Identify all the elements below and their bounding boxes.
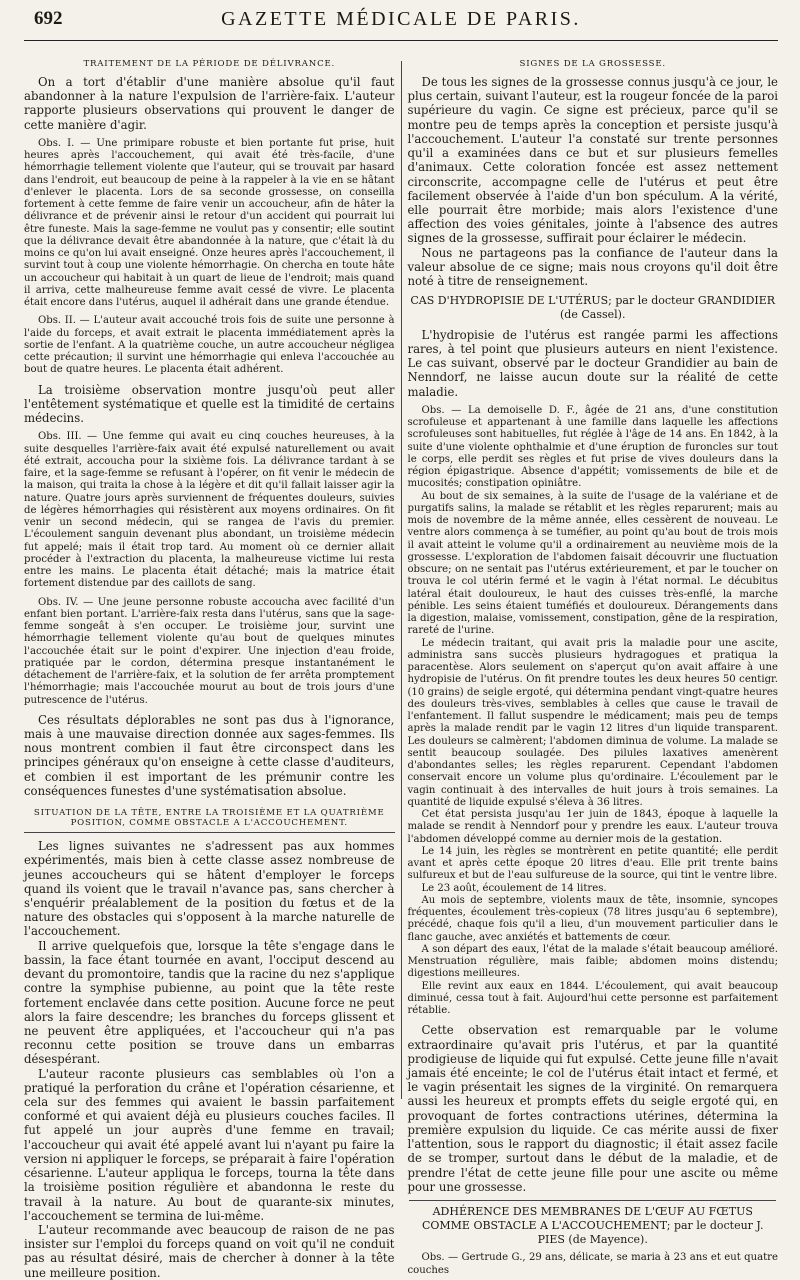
observation-continued: Elle revint aux eaux en 1844. L'écoulement, qui avait beaucoup diminué, cessa tout à fait. Aujourd'hui cette personne est parfaitement rétablie. <box>407 980 778 1017</box>
paragraph: L'hydropisie de l'utérus est rangée parmi les affections rares, à tel point que plusieurs auteurs en nient l'existence. Le cas suivant, observé par le docteur Grandidier au bain de Nenndorf, ne laisse aucun doute sur la réalité de cette maladie. <box>407 327 778 399</box>
column-divider <box>401 61 402 1099</box>
observation-continued: Cet état persista jusqu'au 1er juin de 1843, époque à laquelle la malade se rendit à Nenndorf pour y prendre les eaux. L'auteur trouva l'abdomen développé comme au dernier mois de la gestation. <box>407 809 778 845</box>
section-heading-grossesse: SIGNES DE LA GROSSESSE. <box>519 59 666 69</box>
observation-continued: Au bout de six semaines, à la suite de l'usage de la valériane et de purgatifs salins, la malade se rétablit et les règles reparurent; mais au mois de novembre de la même année, elles cessèrent de nouveau. Le ventre alors commença à se tuméfier, au point qu'au bout de trois mois il avait atteint le volume qu'il a ordinairement au neuvième mois de la grossesse. L'exploration de l'abdomen faisait découvrir une fluctuation obscure; on ne sentait pas l'utérus extérieurement, et par le toucher on trouva le col utérin fermé et le vagin à l'état normal. Le décubitus latéral était douloureux, le haut des cuisses très-enflé, la marche pénible. Les seins étaient tuméfiés et douloureux. Dérangements dans la digestion, malaise, vomissement, constipation, gêne de la respiration, rareté de l'urine. <box>407 490 778 637</box>
right-column <box>407 47 778 1276</box>
left-column <box>24 47 395 1280</box>
article-title-adherence: ADHÉRENCE DES MEMBRANES DE L'ŒUF AU FŒTUS COMME OBSTACLE A L'ACCOUCHEMENT; par le docteur J. PIES (de Mayence). <box>409 1200 776 1246</box>
observation-3: Obs. III. — Une femme qui avait eu cinq couches heureuses, à la suite desquelles l'arrière-faix avait été expulsé naturellement ou avait été extrait, accoucha pour la sixième fois. La délivrance tardant à se faire, et la sage-femme se refusant à l'opérer, on fit venir le médecin de la maison, qui traita la chose à la légère et dit qu'il fallait laisser agir la nature. Quatre jours après surviennent de fréquentes douleurs, suivies de légères hémorrhagies qui résistèrent aux moyens ordinaires. On fit venir un second médecin, qui se rangea de l'avis du premier. L'écoulement sanguin devenant plus abondant, un troisième médecin fut appelé; mais il était trop tard. Au moment où ce dernier allait procéder à l'extraction du placenta, la malheureuse victime lui resta entre les mains. Le placenta était détaché; mais la matrice était fortement distendue par des caillots de sang. <box>24 431 395 590</box>
observation-continued: Le 23 août, écoulement de 14 litres. <box>421 882 607 894</box>
page-number: 692 <box>34 8 63 29</box>
paragraph: L'auteur raconte plusieurs cas semblables où l'on a pratiqué la perforation du crâne et l'opération césarienne, et cela sur des femmes qui avaient le bassin parfaitement conformé et qui avaient déjà eu plusieurs couches faciles. Il fut appelé un jour auprès d'une femme en travail; l'accoucheur qui avait été appelé avant lui n'ayant pu faire la version ni appliquer le forceps, se préparait à faire l'opération césarienne. L'auteur appliqua le forceps, tourna la tête dans la troisième position régulière et abandonna le reste du travail à la nature. Au bout de quarante-six minutes, l'accouchement se termina de lui-même. <box>24 1066 395 1223</box>
running-title: GAZETTE MÉDICALE DE PARIS. <box>221 8 581 30</box>
paragraph: On a tort d'établir d'une manière absolue qu'il faut abandonner à la nature l'expulsion de l'arrière-faix. L'auteur rapporte plusieurs observations qui prouvent le danger de cette manière d'agir. <box>24 75 395 132</box>
paragraph: De tous les signes de la grossesse connus jusqu'à ce jour, le plus certain, suivant l'auteur, est la rougeur foncée de la paroi supérieure du vagin. Ce signe est précieux, parce qu'il se montre peu de temps après la conception et persiste jusqu'à l'accouchement. L'auteur l'a constaté sur trente personnes qu'il a examinées dans ce but et sur plusieurs femelles d'animaux. Cette coloration foncée est assez nettement circonscrite, accompagne celle de l'utérus et peut être facilement observée à l'aide d'un bon spéculum. A la vérité, elle pourrait être morbide; mais alors l'existence d'une affection des voies génitales, jointe à l'absence des autres signes de la grossesse, suffirait pour éclairer le médecin. <box>407 75 778 246</box>
paragraph: Les lignes suivantes ne s'adressent pas aux hommes expérimentés, mais bien à cette classe assez nombreuse de jeunes accoucheurs qui se hâtent d'employer le forceps quand ils voient que le travail n'avance pas, sans chercher à s'enquérir préalablement de la position du fœtus et de la nature des obstacles qui s'opposent à la marche naturelle de l'accouchement. <box>24 839 395 939</box>
observation-continued: A son départ des eaux, l'état de la malade s'était beaucoup amélioré. Menstruation régulière, mais faible; abdomen moins distendu; digestions meilleures. <box>407 943 778 980</box>
observation-continued: Le 14 juin, les règles se montrèrent en petite quantité; elle perdit avant et après cette époque 20 litres d'eau. Elle prit trente bains sulfureux et but de l'eau sulfureuse de la source, qui tint le ventre libre. <box>407 845 778 882</box>
article-title-hydropisie: CAS D'HYDROPISIE DE L'UTÉRUS; par le docteur GRANDIDIER (de Cassel). <box>410 294 776 322</box>
page-header <box>24 0 778 41</box>
paragraph: Cette observation est remarquable par le volume extraordinaire qu'avait pris l'utérus, et par la quantité prodigieuse de liquide qui fut expulsé. Cette jeune fille n'avait jamais été enceinte; le col de l'utérus était intact et fermé, et le vagin présentait les signes de la virginité. On remarquera aussi les heureux et prompts effets du seigle ergoté qui, en provoquant de fortes contractions utérines, détermina la première expulsion du liquide. Ce cas mérite aussi de fixer l'attention, sous le rapport du diagnostic; il était assez facile de se tromper, surtout dans le début de la maladie, et de prendre l'état de cette jeune fille pour une ascite ou même pour une grossesse. <box>407 1023 778 1194</box>
section-heading-delivrance: TRAITEMENT DE LA PÉRIODE DE DÉLIVRANCE. <box>83 59 336 69</box>
observation: Obs. — La demoiselle D. F., âgée de 21 ans, d'une constitution scrofuleuse et appartenant à une famille dans laquelle les affections scrofuleuses sont habituelles, fut réglée à l'âge de 14 ans. En 1842, à la suite d'une violente ophthalmie et d'une éruption de furoncles sur tout le corps, elle perdit ses règles et fut prise de vives douleurs dans la région épigastrique. Absence d'appétit; vomissements de bile et de mucosités; constipation opiniâtre. <box>407 404 778 490</box>
observation-continued: Au mois de septembre, violents maux de tête, insomnie, syncopes fréquentes, écoulement très-copieux (78 litres jusqu'au 6 septembre), précédé, chaque fois qu'il a lieu, d'un mouvement particulier dans le flanc gauche, avec anxiétés et battements de cœur. <box>407 894 778 943</box>
two-column-body <box>24 47 778 1280</box>
paragraph: Ces résultats déplorables ne sont pas dus à l'ignorance, mais à une mauvaise direction donnée aux sages-femmes. Ils nous montrent combien il faut être circonspect dans les principes généraux qu'on enseigne à cette classe d'auditeurs, et combien il est important de les prémunir contre les conséquences funestes d'une systématisation absolue. <box>24 712 395 798</box>
paragraph: L'auteur recommande avec beaucoup de raison de ne pas insister sur l'emploi du forceps quand on voit qu'il ne conduit pas au résultat désiré, mais de chercher à donner à la tête une meilleure position. <box>24 1223 395 1280</box>
section-heading-situation-tete: SITUATION DE LA TÊTE, ENTRE LA TROISIÈME ET LA QUATRIÈME POSITION, COMME OBSTACLE A L'ACCOUCHEMENT. <box>24 808 395 833</box>
observation-4: Obs. IV. — Une jeune personne robuste accoucha avec facilité d'un enfant bien portant. L'arrière-faix resta dans l'utérus, sans que la sage-femme songeât à s'en occuper. Le troisième jour, survint une hémorrhagie tellement violente qu'au bout de quelques minutes l'accouchée était sur le point d'expirer. Une injection d'eau froide, pratiquée par le cordon, détermina presque instantanément le détachement de l'arrière-faix, et la solution de fer arrêta promptement l'hémorrhagie; mais l'accouchée mourut au bout de trois jours d'une putrescence de l'utérus. <box>24 596 395 706</box>
paragraph: La troisième observation montre jusqu'où peut aller l'entêtement systématique et quelle est la timidité de certains médecins. <box>24 382 395 426</box>
observation-continued: Le médecin traitant, qui avait pris la maladie pour une ascite, administra sans succès plusieurs hydragogues et pratiqua la paracentèse. Alors seulement on s'aperçut qu'on avait affaire à une hydropisie de l'utérus. On fit prendre toutes les deux heures 50 centigr. (10 grains) de seigle ergoté, qui détermina pendant vingt-quatre heures des douleurs très-vives, semblables à celles que cause le travail de l'enfantement. Il fallut suspendre le médicament; mais peu de temps après la malade rendit par le vagin 12 litres d'un liquide transparent. Les douleurs se calmèrent; l'abdomen diminua de volume. La malade se sentit beaucoup soulagée. Des pilules laxatives amenèrent d'abondantes selles; les règles reparurent. Cependant l'abdomen conservait encore un volume plus qu'ordinaire. L'écoulement par le vagin continuait à des intervalles de huit jours à trois semaines. La quantité de liquide expulsé s'éleva à 36 litres. <box>407 637 778 808</box>
paragraph: Nous ne partageons pas la confiance de l'auteur dans la valeur absolue de ce signe; mais nous croyons qu'il doit être noté à titre de renseignement. <box>407 245 778 289</box>
observation-1: Obs. I. — Une primipare robuste et bien portante fut prise, huit heures après l'accouchement, qui avait été très-facile, d'une hémorrhagie tellement violente que l'auteur, qui se trouvait par hasard dans l'endroit, eut beaucoup de peine à la rappeler à la vie en se hâtant d'enlever le placenta. Lors de sa seconde grossesse, on conseilla fortement à cette femme de faire venir un accoucheur, afin de hâter la délivrance et de prévenir ainsi le retour d'un accident qui pourrait lui être funeste. Mais la sage-femme ne voulut pas y consentir; elle soutint que la délivrance devait être abandonnée à la nature, que c'était là du moins ce qu'on lui avait enseigné. Onze heures après l'accouchement, il survint tout à coup une violente hémorrhagie. On chercha en toute hâte un accoucheur qui habitait à un quart de lieue de l'endroit; mais quand il arriva, cette malheureuse femme avait cessé de vivre. Le placenta était encore dans l'utérus, auquel il adhérait dans une grande étendue. <box>24 137 395 309</box>
observation: Obs. — Gertrude G., 29 ans, délicate, se maria à 23 ans et eut quatre couches <box>407 1252 778 1276</box>
paragraph: Il arrive quelquefois que, lorsque la tête s'engage dans le bassin, la face étant tournée en avant, l'occiput descend au devant du promontoire, tandis que la racine du nez s'applique contre la symphise pubienne, au point que la tête reste fortement enclavée dans cette position. Aucune force ne peut alors la faire descendre; les branches du forceps glissent et ne peuvent être appliquées, et l'accoucheur qui n'a pas reconnu cette position se trouve dans un embarras désespérant. <box>24 938 395 1067</box>
observation-2: Obs. II. — L'auteur avait accouché trois fois de suite une personne à l'aide du forceps, et avait extrait le placenta immédiatement après la sortie de l'enfant. A la quatrième couche, un autre accoucheur négligea cette précaution; il survint une hémorrhagie qui enleva l'accouchée au bout de quatre heures. Le placenta était adhérent. <box>24 315 395 376</box>
